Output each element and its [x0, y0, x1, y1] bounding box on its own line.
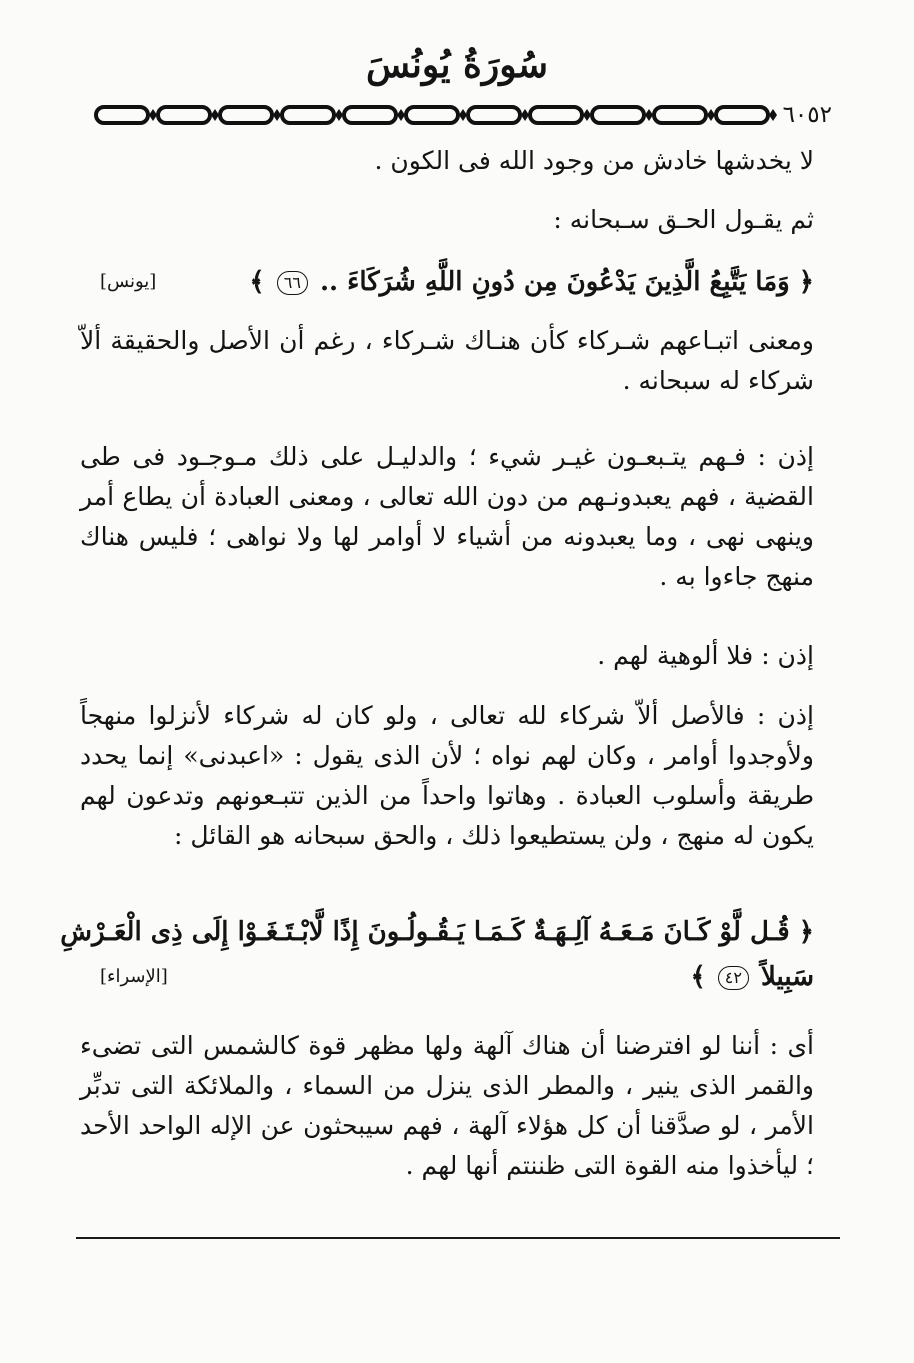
paragraph-no-partners: إذن : فالأصل ألاّ شركاء لله تعالى ، ولو كان له شركاء لأنزلوا منهجاً ولأوجدوا أوامر ، وكان لهم نواه ؛ لأن الذى يقول : «اعبدنى» إنما يحدد طريقة وأسلوب العبادة . وهاتوا واحداً من الذين تتبـعونهم وتدعون لهم يكون له منهج ، ولن يستطيعوا ذلك ، والحق سبحانه هو القائل : [80, 701, 814, 850]
footer-rule [76, 1237, 840, 1239]
paragraph-evidence: إذن : فـهم يتـبعـون غيـر شيء ؛ والدليـل على ذلك مـوجـود فى طى القضية ، فهم يعبدونـهم من دون الله تعالى ، ومعنى العبادة أن يطاع أمر وينهى نهى ، وما يعبدونه من أشياء لا أوامر لها ولا نواهى ؛ فليس هناك منهج جاءوا به . [80, 442, 814, 591]
paragraph-meaning: ومعنى اتبـاعهم شـركاء كأن هنـاك شـركاء ، رغم أن الأصل والحقيقة ألاّ شركاء له سبحانه . [80, 326, 814, 395]
surah-title: سُورَةُ يُونُسَ [365, 44, 549, 86]
verse-words: سَبِيلاً [761, 962, 814, 992]
paragraph-explanation: أى : أننا لو افترضنا أن هناك آلهة ولها مظهر قوة كالشمس التى تضىء والقمر الذى ينير ، والمطر الذى ينزل من السماء ، والملائكة التى تدبِّر الأمر ، لو صدَّقنا أن كل هؤلاء آلهة ، فهم سيبحثون عن الإله الواحد الأحد ؛ ليأخذوا منه القوة التى ظننتم أنها لهم . [80, 1031, 814, 1180]
ornate-close-bracket: ﴾ [249, 267, 265, 297]
page-number: ٦٠٥٢ [782, 102, 832, 128]
verse-lead-in: ثم يقـول الحـق سـبحانه : [553, 205, 814, 234]
verse-text-isra-2 [690, 957, 814, 997]
paragraph-no-divinity: إذن : فلا ألوهية لهم . [597, 641, 814, 670]
ornamental-chain-divider [92, 101, 782, 129]
quran-verse-yunus [80, 262, 814, 302]
continued-paragraph: لا يخدشها خادش من وجود الله فى الكون . [374, 146, 814, 175]
quran-verse-isra-line-1 [60, 912, 814, 952]
ornate-open-bracket: ﴿ [798, 267, 814, 297]
verse-text-isra-1 [60, 912, 814, 952]
verse-number-badge: ٦٦ [277, 271, 308, 295]
verse-words: قُـل لَّوْ كَـانَ مَـعَـهُ آلِـهَـةٌ كَـمَـا يَـقُـولُـونَ إِذًا لَّابْـتَـغَـوْا إِلَى ذِى الْعَـرْشِ [60, 917, 790, 947]
ornate-close-bracket: ﴾ [690, 962, 706, 992]
ornate-open-bracket: ﴿ [798, 917, 814, 947]
quran-verse-isra-line-2 [80, 957, 814, 997]
verse-words: وَمَا يَتَّبِعُ الَّذِينَ يَدْعُونَ مِن دُونِ اللَّهِ شُرَكَاءَ .. [319, 267, 790, 297]
surah-reference: [يونس] [100, 271, 157, 292]
verse-text-yunus [249, 262, 814, 302]
surah-reference: [الإسراء] [100, 966, 168, 987]
verse-number-badge: ٤٢ [718, 966, 749, 990]
